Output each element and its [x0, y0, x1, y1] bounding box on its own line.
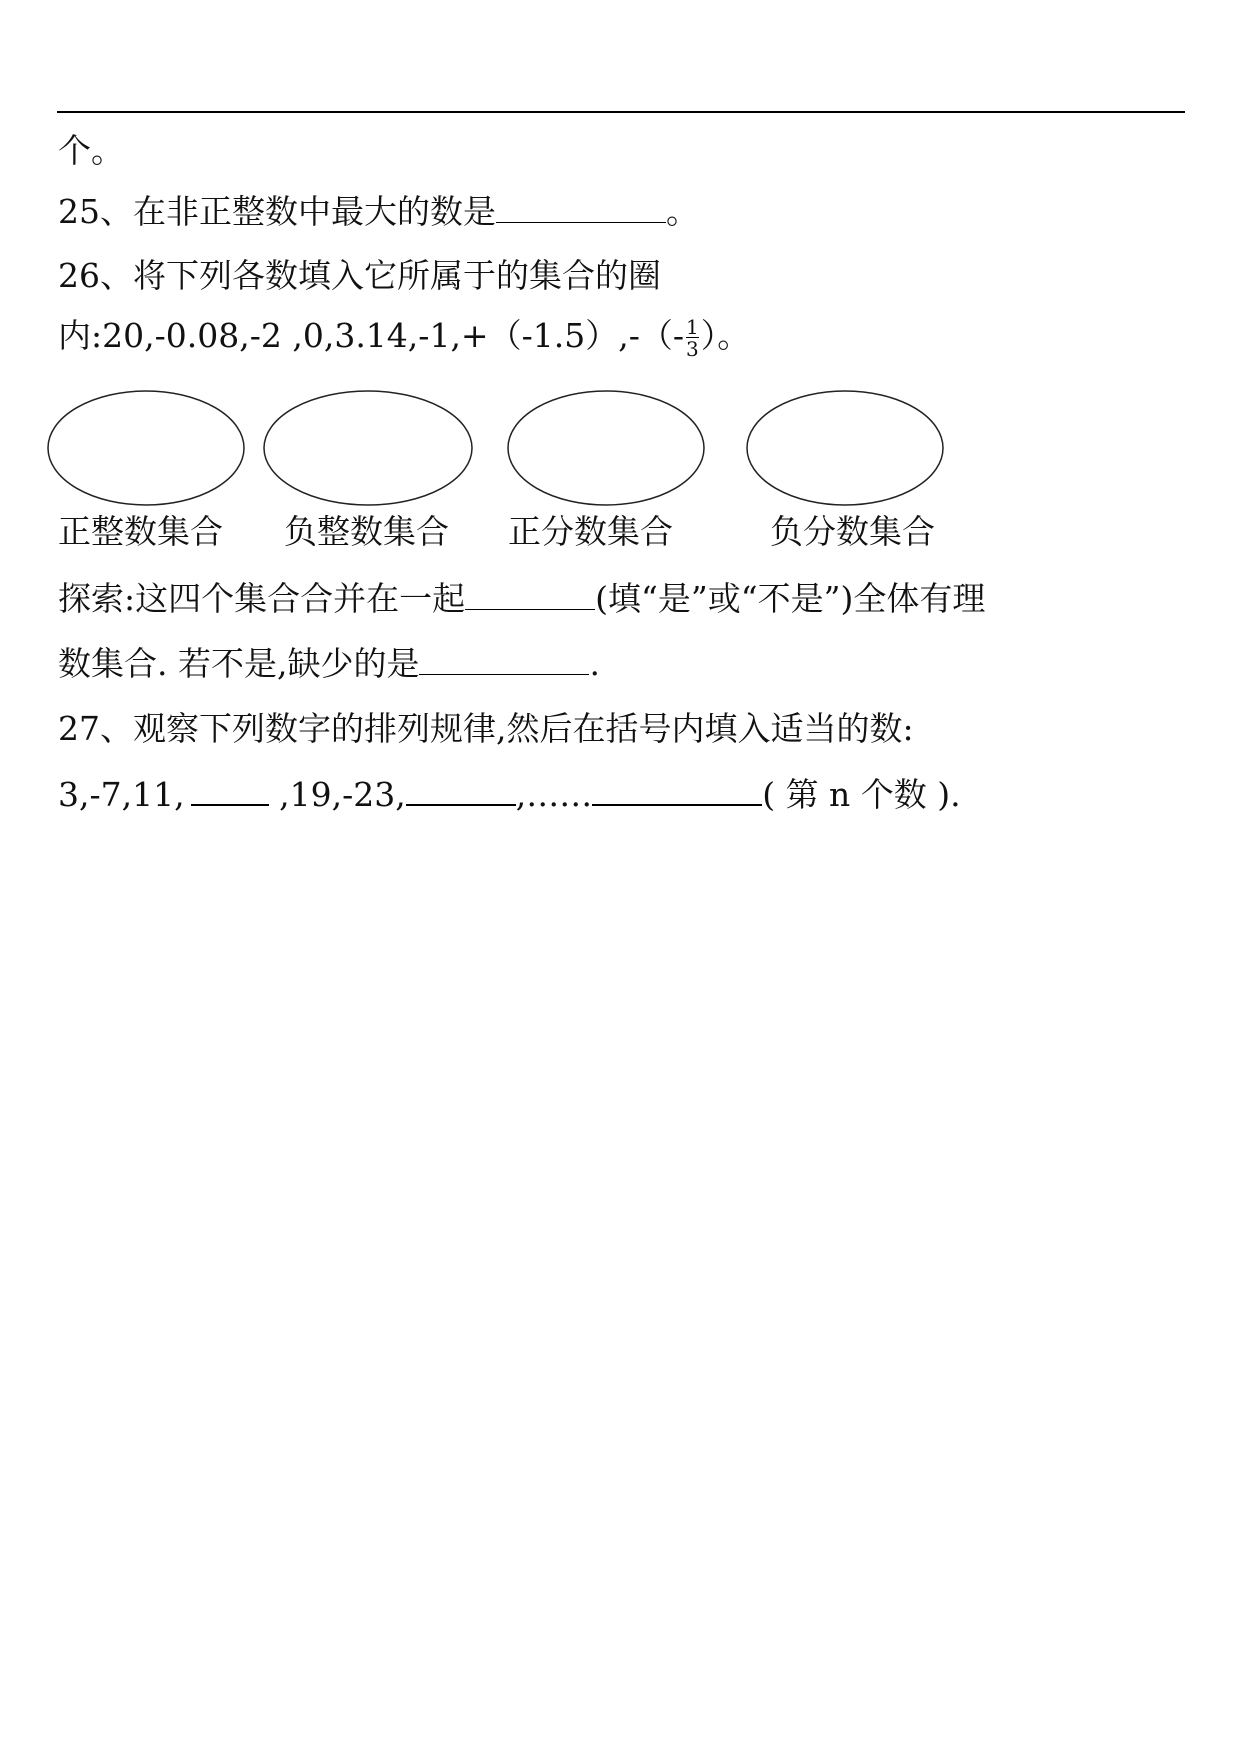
- question-end: 。: [666, 192, 699, 231]
- set-circle-positive-fractions[interactable]: [508, 391, 704, 505]
- fraction-denominator: 3: [686, 337, 699, 361]
- question-text: 观察下列数字的排列规律,然后在括号内填入适当的数:: [133, 709, 914, 748]
- explore-text: 数集合. 若不是,缺少的是: [58, 644, 420, 683]
- continuation-text: [58, 131, 124, 171]
- set-circle-positive-integers[interactable]: [48, 391, 244, 505]
- question-26-line-1: [58, 256, 661, 296]
- continuation-label: 个。: [58, 131, 124, 170]
- answer-blank-seq-1[interactable]: [191, 774, 269, 806]
- set-circle-negative-integers[interactable]: [264, 391, 472, 505]
- explore-text-middle: (填“是”或“不是”)全体有理: [595, 579, 986, 618]
- set-circle-negative-fractions[interactable]: [747, 391, 943, 505]
- number-list: 内:20,-0.08,-2 ,0,3.14,-1,+（-1.5）,-（-: [58, 316, 685, 355]
- explore-line-2: [58, 644, 600, 684]
- explore-end: .: [589, 644, 600, 683]
- answer-blank-nth[interactable]: [592, 774, 762, 806]
- set-circles: [0, 385, 1241, 515]
- answer-blank-missing[interactable]: [419, 644, 589, 675]
- sequence-line: [58, 774, 961, 815]
- answer-blank-is-or-not[interactable]: [465, 579, 595, 610]
- sequence-start: 3,-7,11,: [58, 775, 185, 814]
- question-number: 26、: [58, 256, 133, 295]
- set-label-negative-integers: 负整数集合: [284, 512, 449, 551]
- sequence-ellipsis: ,……: [515, 775, 593, 814]
- nth-term-paren: ( 第 n 个数 ).: [762, 775, 961, 814]
- explore-line-1: [58, 579, 985, 619]
- question-text: 在非正整数中最大的数是: [133, 192, 496, 231]
- header-rule: [57, 111, 1185, 113]
- answer-blank-seq-2[interactable]: [406, 774, 516, 806]
- question-text: 将下列各数填入它所属于的集合的圈: [133, 256, 661, 295]
- sequence-middle: ,19,-23,: [268, 775, 406, 814]
- fraction-numerator: 1: [686, 315, 699, 339]
- question-number: 27、: [58, 709, 133, 748]
- set-label-positive-integers: 正整数集合: [58, 512, 223, 551]
- fraction-one-third: [686, 317, 699, 359]
- number-list-end: ）。: [700, 316, 751, 355]
- question-25: [58, 192, 699, 232]
- question-number: 25、: [58, 192, 133, 231]
- set-label-negative-fractions: 负分数集合: [770, 512, 935, 551]
- question-26-line-2: [58, 316, 750, 359]
- set-label-positive-fractions: 正分数集合: [508, 512, 673, 551]
- answer-blank-25[interactable]: [496, 192, 666, 223]
- explore-text: 探索:这四个集合合并在一起: [58, 579, 466, 618]
- question-27: [58, 709, 914, 749]
